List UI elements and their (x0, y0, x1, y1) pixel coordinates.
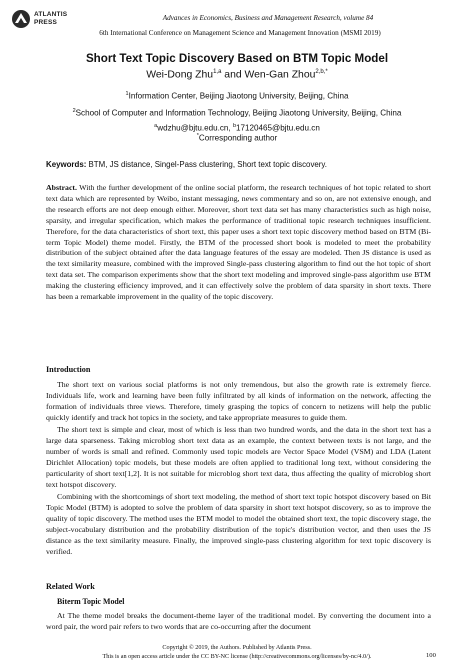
copyright-footer (30, 643, 444, 661)
abstract (46, 183, 431, 303)
publisher-line1: ATLANTIS (34, 11, 68, 18)
keywords (46, 160, 446, 169)
keywords-label: Keywords: (46, 160, 87, 169)
atlantis-logo-icon (11, 9, 31, 29)
subsection-heading-btm: Biterm Topic Model (57, 597, 125, 606)
section-heading-introduction: Introduction (46, 365, 91, 374)
venue-line: Advances in Economics, Business and Management Research, volume 84 (162, 14, 374, 22)
author-2: Wen-Gan Zhou (244, 69, 316, 81)
email-b-sup: b (232, 123, 236, 129)
affiliation-1 (20, 89, 454, 102)
related-paragraph-1: At The theme model breaks the document-theme layer of the traditional model. By converting the document into a word pair, the word pair refers to two words that are co-occurring after the document (46, 611, 431, 631)
email-a-sup: a (154, 123, 158, 129)
copyright-line: Copyright © 2019, the Authors. Published by Atlantis Press. (162, 644, 312, 651)
publisher-line2: PRESS (34, 19, 58, 26)
paper-title: Short Text Topic Discovery Based on BTM Topic Model (85, 52, 389, 65)
corr-text: Corresponding author (198, 133, 278, 143)
page-number: 100 (426, 652, 436, 659)
author-1: Wei-Dong Zhu (146, 69, 214, 81)
aff1-text: Information Center, Beijing Jiaotong University, Beijing, China (128, 91, 349, 101)
intro-paragraph-3: Combining with the shortcomings of short text modeling, the method of short text topic hotspot discovery based on Bit Topic Model (BTM) is adopted to solve the problem of data sparsity in short text hotspot discovery, so as to improve the quality of topic discovery. The method uses the BTM model to model the obtained short text, the topic discovery stage, the subject-vocabulary distribution and the probability distribution of the topic's distribution vector, and then uses the JS distance as the text similarity measure. Finally, the improved single-pass clustering algorithm for text topic discovery is verified. (46, 492, 431, 556)
aff2-sup: 2 (72, 108, 76, 114)
conference-line: 6th International Conference on Management Science and Management Innovation (MSMI 2019) (99, 29, 381, 37)
author-line (30, 69, 444, 80)
email-b: 17120465@bjtu.edu.cn (236, 123, 320, 133)
keywords-text: BTM, JS distance, Singel-Pass clustering, Short text topic discovery. (86, 160, 327, 169)
intro-paragraph-1: The short text on various social platforms is not only tremendous, but also the growth rate is extremely fierce. Individuals life, work and learning have been fully infiltrated by all kinds of information on the network, affecting the formation of individuals three views. Therefore, timely grasping the topics of concern to netizens will help the public quickly identify and track hot topics in the society, and take appropriate measures to guide them. (46, 380, 431, 422)
abstract-label: Abstract. (46, 183, 77, 192)
publisher-name (34, 11, 67, 27)
affiliation-2 (20, 106, 454, 119)
aff2-text: School of Computer and Information Technology, Beijing Jiaotong University, Beijing, China (75, 108, 402, 118)
corresponding-author (20, 131, 454, 144)
intro-paragraph-2: The short text is simple and clear, most of which is less than two hundred words, and the data in the short text has a large data sparseness. Taking microblog short text data as an example, the context between texts is not large, and the number of words is small and refined. Commonly used topic models are Vector Space Model (VSM) and LDA (Latent Dirichlet Allocation) topic models, but these models are often applied to traditional long text, without considering the particularity of short text[1,2]. It is not suitable for microblog short text data, thus affecting the quality of microblog short text hotspot discovery. (46, 425, 431, 489)
email-a: wdzhu@bjtu.edu.cn, (157, 123, 233, 133)
corr-sup: * (196, 133, 199, 139)
aff1-sup: 1 (125, 91, 129, 97)
author-2-sup: 2,b,* (315, 69, 328, 75)
author-1-sup: 1,a (213, 69, 222, 75)
author-and: and (221, 69, 245, 81)
license-line: This is an open access article under the CC BY-NC license (http://creativecommons.org/licenses/by-nc/4.0/). (102, 653, 372, 660)
abstract-text: With the further development of the online social platform, the research techniques of hot topic related to short text data which are represented by Weibo, instant messaging, news commentary and so on, are not extensive enough, and the research efforts are not deep enough either. Moreover, short text data set has many characteristics such as high noise, sparsity, and irregular specification, which makes the performance of traditional topic research techniques insufficient. Therefore, for the data characteristics of short text, this paper uses a short text topic discovery method based on BTM (Bi-term Topic Model) theme model. Firstly, the BTM of the processed short book is modeled to meet the probability distribution of the subject obtained after the data language features of the essay are modeled. Then JS distance is used as the text similarity measure, combined with the improved Single-pass clustering algorithm to find out the hot topic of short text data set. The comparison experiments show that the short text modeling and improved single-pass algorithm use BTM making the clustering efficiency improved, and it can effectively solve the problem of data sparsity in short texts. There has been a remarkable improvement in the quality of the topic discovery. (46, 183, 431, 302)
section-heading-related-work: Related Work (46, 582, 95, 591)
